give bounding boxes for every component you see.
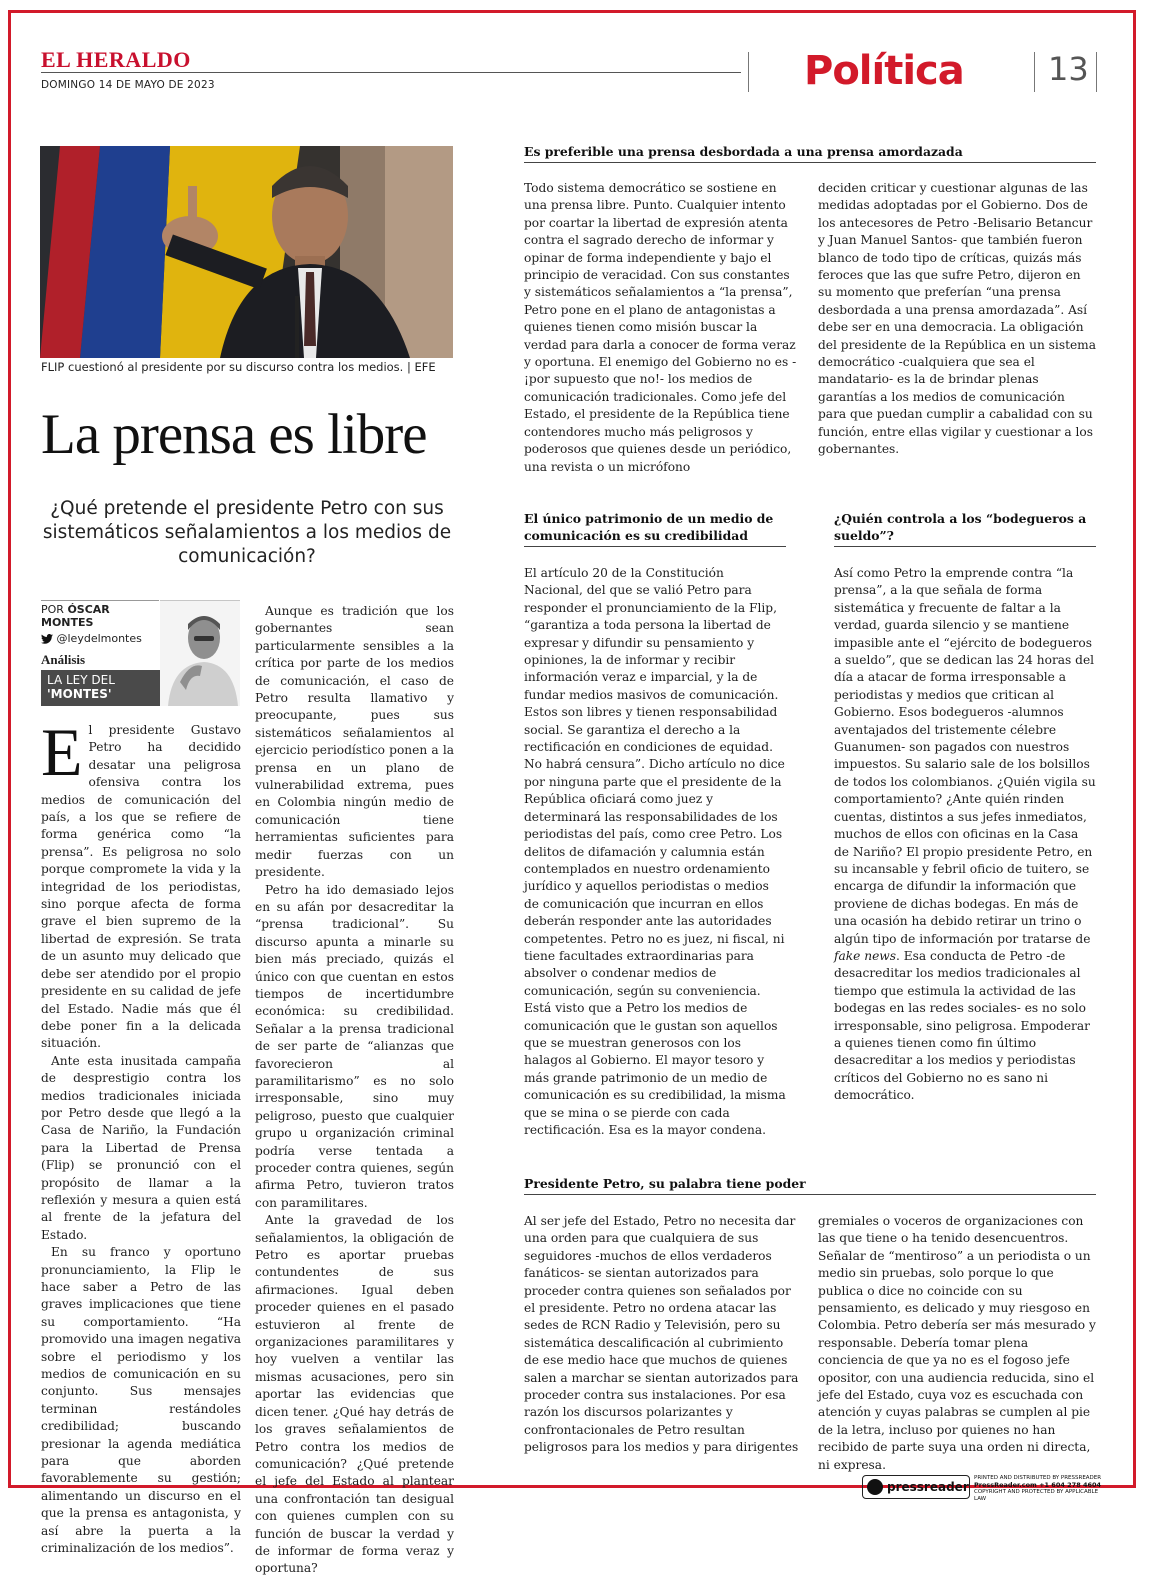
box1-column-2: deciden criticar y cuestionar algunas de las medidas adoptadas por el Gobierno. Dos de los antecesores de Petro -Belisario Betancur y Juan Manuel Santos- que también fueron blanco de todo tipo de críticas, quizás más feroces que las que sufre Petro, dijeron en su momento que preferían “una prensa desbordada a una prensa amordazada”. Así debe ser en una democracia. La obligación del presidente de la República en un sistema democrático -cualquiera que sea el mandatario- es la de brindar plenas garantías a los medios de comunicación para que puedan cumplir a cabalidad con su función, entre ellas vigilar y cuestionar a los gobernantes. (818, 181, 1097, 457)
box4-column-2: gremiales o voceros de organizaciones con las que tiene o ha tenido desencuentros. Señalar de “mentiroso” a un periodista o un medio sin pruebas, solo porque lo que publica o dice no coincide con su pensamiento, es delicado y muy riesgoso en Colombia. Petro debería ser más mesurado y responsable. Debería tomar plena conciencia de que ya no es el fogoso jefe opositor, con una audiencia reducida, sino el jefe del Estado, cuya voz es escuchada con atención y cuyas palabras se cumplen al pie de la letra, incluso por quienes no han recibido de parte suya una orden ni directa, ni expresa. (818, 1214, 1096, 1472)
pressreader-brand: pressreader (887, 1480, 969, 1494)
column-name-line2: 'MONTES' (47, 687, 112, 701)
byline-prefix: POR (41, 603, 64, 616)
header-rule (41, 72, 741, 73)
box1-heading: Es preferible una prensa desbordada a una prensa amordazada (524, 143, 1096, 163)
president-photo-illustration (40, 146, 453, 358)
article-column-2 (255, 603, 454, 1578)
issue-date: DOMINGO 14 DE MAYO DE 2023 (41, 79, 215, 91)
footer-line-1: PRINTED AND DISTRIBUTED BY PRESSREADER (974, 1475, 1102, 1481)
author-name: ÓSCAR MONTES (41, 603, 110, 629)
article-paragraph: Ante la gravedad de los señalamientos, la obligación de Petro es aportar pruebas contundentes de sus afirmaciones. Igual deben proceder quienes en el pasado estuvieron al frente de organizaciones paramilitares y hoy vuelven a ventilar las mismas acusaciones, pero sin aportar las evidencias que dicen tener. ¿Qué hay detrás de los graves señalamientos de Petro contra los medios de comunicación? ¿Qué pretende el jefe del Estado al plantear una confrontación tan desigual con quienes cumplen con su función de buscar la verdad y de informar de forma veraz y oportuna? (255, 1213, 454, 1576)
page-number: 13 (1048, 50, 1089, 88)
article-column-1 (41, 714, 241, 1558)
box1-column-1: Todo sistema democrático se sostiene en una prensa libre. Punto. Cualquier intento por coartar la libertad de expresión atenta contra el sagrado derecho de informar y opinar de forma independiente y bajo el principio de veracidad. Con sus constantes y sistemáticos señalamientos a “la prensa”, Petro pone en el plano de antagonistas a quienes tienen como misión buscar la verdad para darla a conocer de forma veraz y oportuna. El enemigo del Gobierno no es -¡por supuesto que no!- los medios de comunicación tradicionales. Como jefe del Estado, el presidente de la República tiene contendores mucho más peligrosos y poderosos que quienes desde un periódico, una revista o un micrófono (524, 181, 797, 474)
article-paragraph: En su franco y oportuno pronunciamiento, la Flip le hace saber a Petro de las graves implicaciones que tiene su comportamiento. “Ha promovido una imagen negativa sobre el periodismo y los medios de comunicación en su conjunto. Sus mensajes terminan restándoles credibilidad; buscando presionar la agenda mediática para que aborden favorablemente su gestión; alimentando un discurso en el que la prensa es antagonista, y así abre la puerta a la criminalización de los medios”. (41, 1245, 241, 1556)
box4-heading: Presidente Petro, su palabra tiene poder (524, 1175, 1096, 1195)
photo-caption: FLIP cuestionó al presidente por su discurso contra los medios. | EFE (41, 360, 436, 374)
box2-heading: El único patrimonio de un medio de comunicación es su credibilidad (524, 510, 786, 547)
pageno-divider-right (1096, 52, 1097, 92)
article-paragraph: Aunque es tradición que los gobernantes sean particularmente sensibles a la crítica por parte de los medios de comunicación, el caso de Petro resulta llamativo y preocupante, pues sus sistemáticos señalamientos al ejercicio periodístico ponen a la prensa en un plano de vulnerabilidad extrema, pues en Colombia ningún medio de comunicación tiene herramientas suficientes para medir fuerzas con un presidente. (255, 604, 454, 880)
header-divider (748, 52, 749, 92)
article-paragraph: Ante esta inusitada campaña de desprestigio contra los medios tradicionales iniciada por Petro desde que llegó a la Casa de Nariño, la Fundación para la Libertad de Prensa (Flip) se pronunció con el propósito de llamar a la reflexión y mesura a quien está al frente de la jefatura del Estado. (41, 1053, 241, 1242)
box3-italic: fake news (834, 948, 896, 963)
box3-text-b: . Esa conducta de Petro -de desacreditar los medios tradicionales al tiempo que estimula la actividad de las bodegas en las redes sociales- es no solo irresponsable, sino peligrosa. Empoderar a quienes tienen como fin último desacreditar a los medios y periodistas críticos del Gobierno no es sano ni democrático. (834, 948, 1090, 1103)
box4-header (524, 1175, 1096, 1195)
box1-header (524, 143, 1096, 163)
twitter-handle: @leydelmontes (56, 632, 142, 645)
box2-text: El artículo 20 de la Constitución Nacional, del que se valió Petro para responder el pronunciamiento de la Flip, “garantiza a toda persona la libertad de expresar y difundir su pensamiento y opiniones, la de informar y recibir información veraz e imparcial, y la de fundar medios masivos de comunicación. Estos son libres y tienen responsabilidad social. Se garantiza el derecho a la rectificación en condiciones de equidad. No habrá censura”. Dicho artículo no dice por ninguna parte que el presidente de la República oficiará como juez y determinará las responsabilidades de los periodistas del país, como cree Petro. Los delitos de difamación y calumnia están contemplados en nuestro ordenamiento jurídico y aquellos periodistas o medios de comunicación que incurran en ellos deberán responder ante las autoridades competentes. Petro no es juez, ni fiscal, ni tiene facultades extraordinarias para absolver o condenar medios de comunicación, según su conveniencia. Está visto que a Petro los medios de comunicación que le gustan son aquellos que se muestran generosos con los halagos al Gobierno. El mayor tesoro y más grande patrimonio de un medio de comunicación es su credibilidad, la misma que se mina o se pierde con cada rectificación. Esa es la mayor condena. (524, 566, 786, 1137)
twitter-icon (41, 634, 53, 644)
pressreader-logo (862, 1475, 1102, 1503)
column-name-badge (41, 670, 161, 706)
footer-line-3: COPYRIGHT AND PROTECTED BY APPLICABLE LAW (974, 1489, 1099, 1502)
box2-header (524, 510, 786, 547)
drop-cap: E (41, 714, 83, 790)
box3-text (834, 565, 1096, 1105)
article-paragraph: l presidente Gustavo Petro ha decidido desatar una peligrosa ofensiva contra los medios de comunicación del país, a los que se refiere de forma genérica como “la prensa”. Es peligrosa no solo porque compromete la vida y la integridad de los periodistas, sino porque afecta de forma grave el bien supremo de la libertad de expresión. Se trata de un asunto muy delicado que debe ser atendido por el propio presidente en su calidad de jefe del Estado. Nadie más que él debe poner fin a la delicada situación. (41, 723, 241, 1051)
article-subtitle: ¿Qué pretende el presidente Petro con sus sistemáticos señalamientos a los medios de comunicación? (42, 498, 452, 567)
article-paragraph: Petro ha ido demasiado lejos en su afán por desacreditar la “prensa tradicional”. Su discurso apunta a minarle su bien más preciado, quizás el único con que cuentan en estos tiempos de incertidumbre económica: su credibilidad. Señalar a la prensa tradicional de ser parte de “alianzas que favorecieron al paramilitarismo” es no solo irresponsable, sino muy peligroso, puesto que cualquier grupo u organización criminal podría verse tentada a proceder contra quienes, según afirma Petro, tuvieron tratos con paramilitares. (255, 882, 454, 1210)
newspaper-masthead: EL HERALDO (41, 47, 191, 72)
box3-heading: ¿Quién controla a los “bodegueros a sueldo”? (834, 510, 1096, 547)
pageno-divider-left (1034, 52, 1035, 92)
box3-text-a: Así como Petro la emprende contra “la prensa”, a la que señala de forma sistemática y frecuente de faltar a la verdad, guarda silencio y se mantiene impasible ante el “ejército de bodegueros a sueldo”, que se dedican las 24 horas del día a atacar de forma irresponsable a periodistas y medios que critican al Gobierno. Esos bodegueros -alumnos aventajados del tristemente célebre Guanumen- son pagados con nuestros impuestos. Su salario sale de los bolsillos de todos los colombianos. ¿Quién vigila su comportamiento? ¿Ante quién rinden cuentas, distintos a sus jefes inmediatos, muchos de ellos con oficinas en la Casa de Nariño? El propio presidente Petro, en su incansable y febril oficio de tuitero, se encarga de difundir la información que proviene de dichas bodegas. En más de una ocasión ha debido retirar un trino o algún tipo de información por tratarse de (834, 566, 1096, 946)
analysis-label: Análisis (41, 652, 86, 667)
article-photo (40, 146, 453, 358)
article-title: La prensa es libre (41, 403, 427, 466)
box3-header (834, 510, 1096, 547)
pressreader-icon (867, 1479, 883, 1495)
box4-column-1: Al ser jefe del Estado, Petro no necesita dar una orden para que cualquiera de sus seguidores -muchos de ellos verdaderos fanáticos- se sientan autorizados para proceder contra quienes son señalados por el presidente. Petro no ordena atacar las sedes de RCN Radio y Televisión, pero su sistemática descalificación al cubrimiento de ese medio hace que muchos de quienes salen a marchar se sientan autorizados para proceder contra sus instalaciones. Por esa razón los discursos polarizantes y confrontacionales de Petro resultan peligrosos para los medios y para dirigentes (524, 1214, 799, 1455)
section-title: Política (804, 48, 964, 94)
column-name-line1: LA LEY DEL (47, 673, 115, 687)
footer-line-2: PressReader.com +1 604 278 4604 (974, 1481, 1102, 1489)
author-portrait (160, 600, 240, 706)
